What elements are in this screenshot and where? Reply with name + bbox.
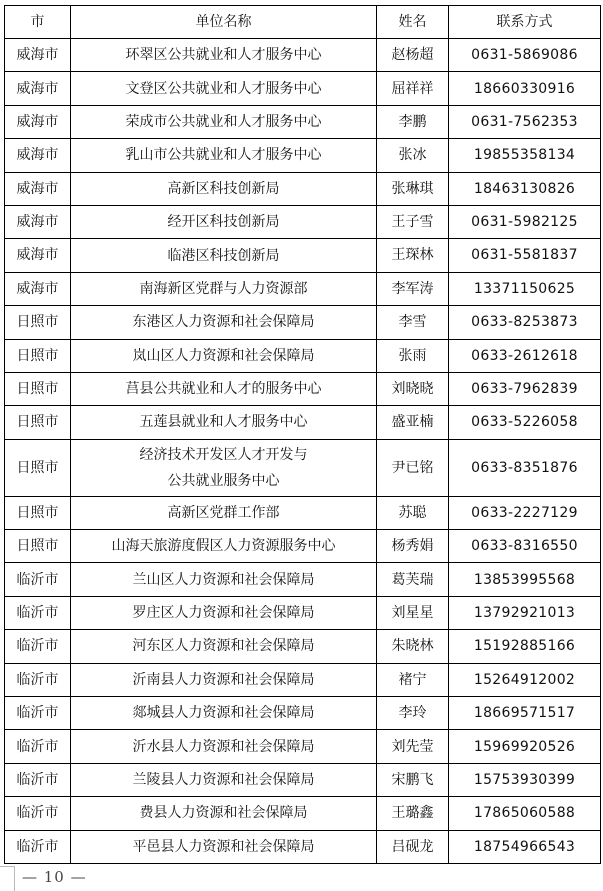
table-row	[5, 239, 601, 272]
person-name-cell: 王琛林	[377, 239, 449, 272]
unit-name-line: 公共就业服务中心	[167, 472, 280, 489]
contact-phone-cell: 0633-8351876	[449, 439, 601, 496]
unit-name-line: 高新区党群工作部	[167, 504, 280, 521]
unit-name-line: 兰山区人力资源和社会保障局	[132, 571, 315, 588]
city-cell: 威海市	[5, 139, 71, 172]
contact-phone-cell: 0633-5226058	[449, 406, 601, 439]
contact-phone-cell: 13853995568	[449, 563, 601, 596]
city-cell: 日照市	[5, 372, 71, 405]
city-cell: 日照市	[5, 496, 71, 529]
table-row	[5, 39, 601, 72]
table-row	[5, 139, 601, 172]
contact-phone-cell: 0633-7962839	[449, 372, 601, 405]
city-cell: 日照市	[5, 406, 71, 439]
contacts-table	[4, 5, 601, 864]
table-row	[5, 105, 601, 138]
table-row	[5, 697, 601, 730]
person-name-cell: 褚宁	[377, 663, 449, 696]
person-name-cell: 盛亚楠	[377, 406, 449, 439]
unit-name-line: 山海天旅游度假区人力资源服务中心	[111, 538, 336, 555]
unit-cell	[71, 406, 377, 439]
table-row	[5, 339, 601, 372]
contact-phone-cell: 19855358134	[449, 139, 601, 172]
person-name-cell: 张冰	[377, 139, 449, 172]
unit-cell	[71, 530, 377, 563]
unit-name-line: 文登区公共就业和人才服务中心	[125, 80, 322, 97]
contact-phone-cell: 13792921013	[449, 596, 601, 629]
unit-name-line: 乳山市公共就业和人才服务中心	[125, 147, 322, 164]
unit-cell	[71, 830, 377, 863]
table-header-row	[5, 6, 601, 39]
person-name-cell: 刘星星	[377, 596, 449, 629]
unit-name-line: 南海新区党群与人力资源部	[139, 280, 308, 297]
contact-phone-cell: 18463130826	[449, 172, 601, 205]
unit-name-line: 荣成市公共就业和人才服务中心	[125, 113, 322, 130]
unit-cell	[71, 105, 377, 138]
unit-name-line: 经开区科技创新局	[167, 214, 280, 231]
city-cell: 威海市	[5, 239, 71, 272]
table-row	[5, 372, 601, 405]
contact-phone-cell: 15753930399	[449, 763, 601, 796]
unit-cell	[71, 697, 377, 730]
unit-name-line: 平邑县人力资源和社会保障局	[132, 838, 315, 855]
unit-name-line: 郯城县人力资源和社会保障局	[132, 705, 315, 722]
city-cell: 威海市	[5, 39, 71, 72]
contact-phone-cell: 15192885166	[449, 630, 601, 663]
unit-cell	[71, 630, 377, 663]
contact-phone-cell: 0633-8316550	[449, 530, 601, 563]
unit-cell	[71, 205, 377, 238]
city-cell: 威海市	[5, 272, 71, 305]
contact-phone-cell: 18669571517	[449, 697, 601, 730]
table-row	[5, 830, 601, 863]
unit-name-line: 经济技术开发区人才开发与	[139, 446, 308, 463]
table-row	[5, 663, 601, 696]
person-name-cell: 李玲	[377, 697, 449, 730]
unit-cell	[71, 763, 377, 796]
header-name: 姓名	[377, 6, 449, 39]
header-unit: 单位名称	[71, 6, 377, 39]
person-name-cell: 张雨	[377, 339, 449, 372]
unit-cell	[71, 239, 377, 272]
table-row	[5, 72, 601, 105]
person-name-cell: 王子雪	[377, 205, 449, 238]
person-name-cell: 尹已铭	[377, 439, 449, 496]
table-row	[5, 172, 601, 205]
person-name-cell: 张琳琪	[377, 172, 449, 205]
unit-cell	[71, 39, 377, 72]
contact-phone-cell: 0631-5581837	[449, 239, 601, 272]
table-row	[5, 205, 601, 238]
unit-cell	[71, 663, 377, 696]
unit-name-line: 五莲县就业和人才服务中心	[139, 414, 308, 431]
contact-phone-cell: 0633-2227129	[449, 496, 601, 529]
city-cell: 临沂市	[5, 730, 71, 763]
unit-name-line: 东港区人力资源和社会保障局	[132, 314, 315, 331]
unit-cell	[71, 72, 377, 105]
table-row	[5, 530, 601, 563]
city-cell: 临沂市	[5, 830, 71, 863]
unit-name-line: 环翠区公共就业和人才服务中心	[125, 47, 322, 64]
table-row	[5, 439, 601, 496]
contact-phone-cell: 18660330916	[449, 72, 601, 105]
city-cell: 临沂市	[5, 563, 71, 596]
table-row	[5, 406, 601, 439]
person-name-cell: 李鹏	[377, 105, 449, 138]
table-row	[5, 730, 601, 763]
contact-phone-cell: 15264912002	[449, 663, 601, 696]
person-name-cell: 赵杨超	[377, 39, 449, 72]
table-row	[5, 797, 601, 830]
unit-cell	[71, 563, 377, 596]
person-name-cell: 李军涛	[377, 272, 449, 305]
table-row	[5, 563, 601, 596]
unit-cell	[71, 172, 377, 205]
city-cell: 临沂市	[5, 596, 71, 629]
unit-name-line: 高新区科技创新局	[167, 180, 280, 197]
contact-phone-cell: 0631-5982125	[449, 205, 601, 238]
city-cell: 临沂市	[5, 763, 71, 796]
table-row	[5, 272, 601, 305]
person-name-cell: 屈祥祥	[377, 72, 449, 105]
unit-name-line: 临港区科技创新局	[167, 247, 280, 264]
city-cell: 日照市	[5, 306, 71, 339]
unit-cell	[71, 139, 377, 172]
person-name-cell: 李雪	[377, 306, 449, 339]
person-name-cell: 宋鹏飞	[377, 763, 449, 796]
contact-phone-cell: 17865060588	[449, 797, 601, 830]
table-row	[5, 596, 601, 629]
unit-cell	[71, 272, 377, 305]
contact-phone-cell: 0633-2612618	[449, 339, 601, 372]
unit-cell	[71, 339, 377, 372]
contact-phone-cell: 15969920526	[449, 730, 601, 763]
contact-phone-cell: 13371150625	[449, 272, 601, 305]
city-cell: 威海市	[5, 72, 71, 105]
city-cell: 临沂市	[5, 663, 71, 696]
unit-name-line: 岚山区人力资源和社会保障局	[132, 347, 315, 364]
city-cell: 威海市	[5, 105, 71, 138]
table-row	[5, 496, 601, 529]
person-name-cell: 杨秀娟	[377, 530, 449, 563]
city-cell: 日照市	[5, 439, 71, 496]
unit-name-line: 沂南县人力资源和社会保障局	[132, 671, 315, 688]
city-cell: 日照市	[5, 530, 71, 563]
unit-cell	[71, 797, 377, 830]
person-name-cell: 朱晓林	[377, 630, 449, 663]
table-body	[5, 39, 601, 864]
unit-cell	[71, 306, 377, 339]
unit-name-line: 费县人力资源和社会保障局	[139, 805, 308, 822]
city-cell: 临沂市	[5, 797, 71, 830]
city-cell: 临沂市	[5, 697, 71, 730]
city-cell: 威海市	[5, 172, 71, 205]
city-cell: 威海市	[5, 205, 71, 238]
person-name-cell: 葛芙瑞	[377, 563, 449, 596]
person-name-cell: 苏聪	[377, 496, 449, 529]
table-row	[5, 763, 601, 796]
header-contact: 联系方式	[449, 6, 601, 39]
unit-cell	[71, 372, 377, 405]
header-city: 市	[5, 6, 71, 39]
contact-phone-cell: 0631-5869086	[449, 39, 601, 72]
unit-cell	[71, 730, 377, 763]
person-name-cell: 王璐鑫	[377, 797, 449, 830]
unit-cell	[71, 439, 377, 496]
unit-name-line: 河东区人力资源和社会保障局	[132, 638, 315, 655]
unit-name-line: 罗庄区人力资源和社会保障局	[132, 605, 315, 622]
city-cell: 日照市	[5, 339, 71, 372]
city-cell: 临沂市	[5, 630, 71, 663]
contact-phone-cell: 0633-8253873	[449, 306, 601, 339]
page-corner-mark	[0, 866, 15, 891]
page-number: — 10 —	[22, 868, 87, 886]
person-name-cell: 刘晓晓	[377, 372, 449, 405]
person-name-cell: 刘先莹	[377, 730, 449, 763]
unit-name-line: 沂水县人力资源和社会保障局	[132, 738, 315, 755]
contact-phone-cell: 18754966543	[449, 830, 601, 863]
unit-name-line: 莒县公共就业和人才的服务中心	[125, 381, 322, 398]
contact-phone-cell: 0631-7562353	[449, 105, 601, 138]
table-row	[5, 306, 601, 339]
unit-cell	[71, 596, 377, 629]
person-name-cell: 吕砚龙	[377, 830, 449, 863]
table-row	[5, 630, 601, 663]
unit-name-line: 兰陵县人力资源和社会保障局	[132, 772, 315, 788]
unit-cell	[71, 496, 377, 529]
